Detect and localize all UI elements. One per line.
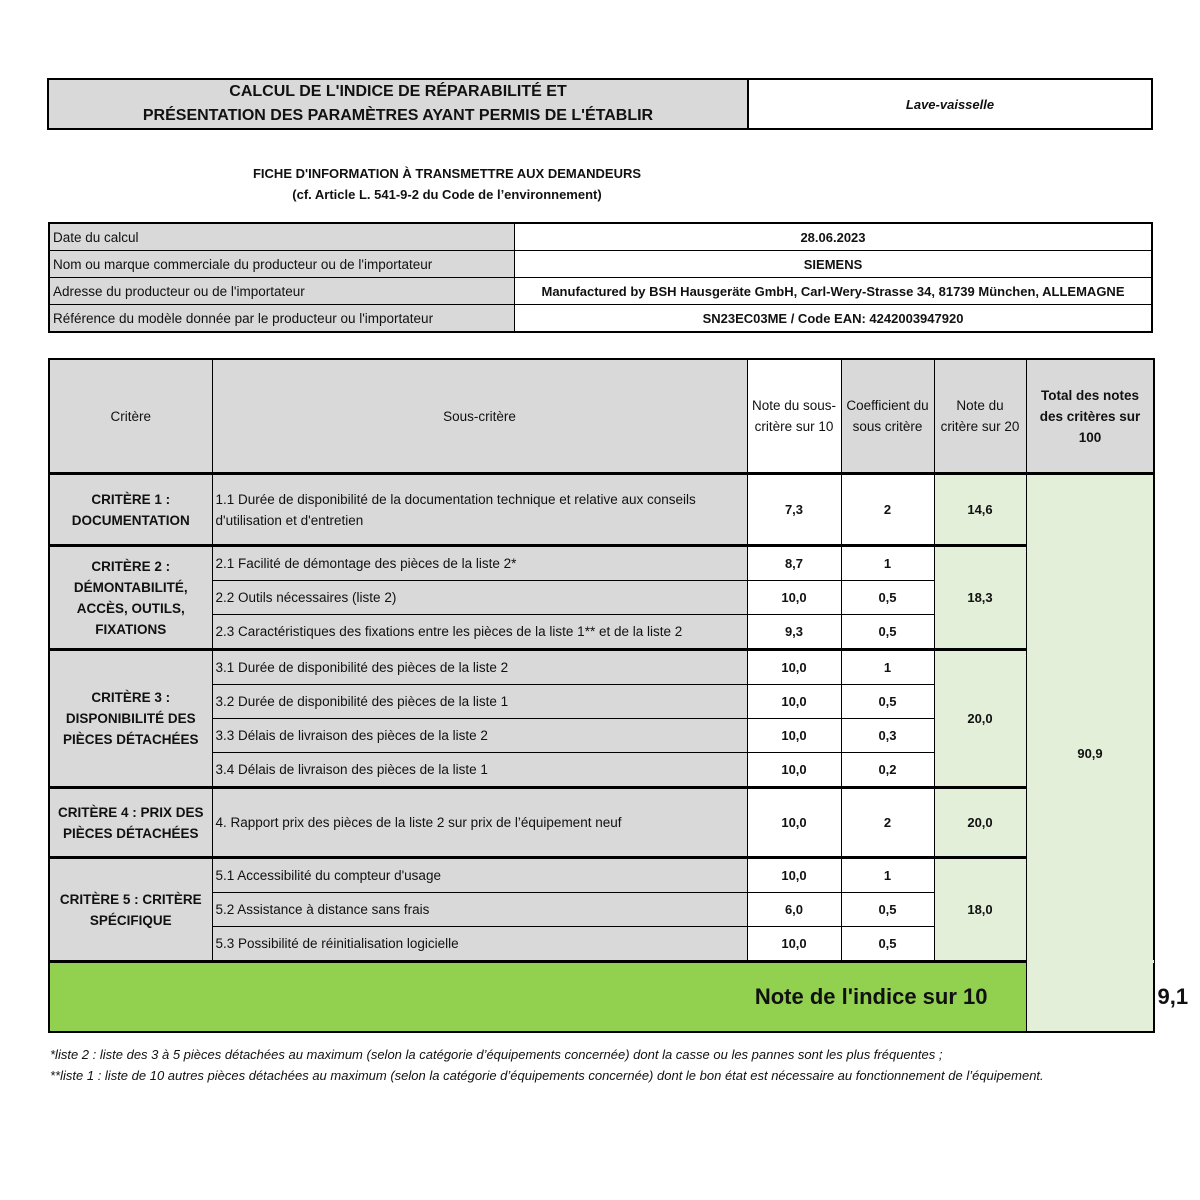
col-header-coef: Coefficient du sous critère [841,359,934,474]
info-label: Adresse du producteur ou de l'importateur [49,278,515,305]
subcriterion-note: 10,0 [747,719,841,753]
subcriterion-label: 3.1 Durée de disponibilité des pièces de la liste 2 [212,650,747,685]
info-label: Référence du modèle donnée par le producteur ou l'importateur [49,305,515,333]
col-header-sous-critere: Sous-critère [212,359,747,474]
subcriterion-label: 5.1 Accessibilité du compteur d'usage [212,858,747,893]
info-row [49,251,1152,278]
info-label: Nom ou marque commerciale du producteur ou de l'importateur [49,251,515,278]
table-row [49,788,1154,858]
subcriterion-label: 3.2 Durée de disponibilité des pièces de la liste 1 [212,685,747,719]
footnote-liste-2: *liste 2 : liste des 3 à 5 pièces détachées au maximum (selon la catégorie d’équipements concernée) dont la casse ou les pannes sont les plus fréquentes ; [50,1047,943,1062]
criterion-score: 18,3 [934,546,1026,650]
title-box [47,78,1153,130]
subcriterion-note: 6,0 [747,893,841,927]
criterion-name: CRITÈRE 2 : DÉMONTABILITÉ, ACCÈS, OUTILS, FIXATIONS [49,546,212,650]
subcriterion-label: 1.1 Durée de disponibilité de la documentation technique et relative aux conseils d'utilisation et d'entretien [212,474,747,546]
subtitle-line-1: FICHE D'INFORMATION À TRANSMETTRE AUX DEMANDEURS [252,166,642,181]
criterion-score: 18,0 [934,858,1026,962]
subcriterion-coef: 1 [841,650,934,685]
subcriterion-label: 3.3 Délais de livraison des pièces de la liste 2 [212,719,747,753]
criterion-name: CRITÈRE 1 : DOCUMENTATION [49,474,212,546]
title-line-1: CALCUL DE L'INDICE DE RÉPARABILITÉ ET [229,83,567,100]
subcriterion-note: 10,0 [747,858,841,893]
subcriterion-label: 4. Rapport prix des pièces de la liste 2 sur prix de l’équipement neuf [212,788,747,858]
subcriterion-coef: 0,2 [841,753,934,788]
criterion-score: 20,0 [934,788,1026,858]
subcriterion-coef: 2 [841,474,934,546]
info-row [49,305,1152,333]
info-value: SN23EC03ME / Code EAN: 4242003947920 [515,305,1153,333]
subcriterion-note: 10,0 [747,753,841,788]
final-row: Note de l'indice sur 10 9,1 [49,962,1154,1033]
criterion-name: CRITÈRE 5 : CRITÈRE SPÉCIFIQUE [49,858,212,962]
subtitle-line-2: (cf. Article L. 541-9-2 du Code de l’environnement) [292,187,602,202]
subcriterion-label: 2.3 Caractéristiques des fixations entre les pièces de la liste 1** et de la liste 2 [212,615,747,650]
subcriterion-note: 10,0 [747,685,841,719]
footnote-liste-1: **liste 1 : liste de 10 autres pièces détachées au maximum (selon la catégorie d’équipements concernée) dont le bon état est nécessaire au fonctionnement de l’équipement. [50,1068,1044,1083]
title-cell [49,80,749,128]
subcriterion-label: 5.2 Assistance à distance sans frais [212,893,747,927]
final-label: Note de l'indice sur 10 [49,962,1026,1033]
header-row [49,359,1154,474]
subcriterion-label: 2.1 Facilité de démontage des pièces de la liste 2* [212,546,747,581]
info-value: 28.06.2023 [515,223,1153,251]
subcriterion-coef: 0,5 [841,893,934,927]
info-value: Manufactured by BSH Hausgeräte GmbH, Carl-Wery-Strasse 34, 81739 München, ALLEMAGNE [515,278,1153,305]
subcriterion-coef: 0,3 [841,719,934,753]
subcriterion-coef: 0,5 [841,615,934,650]
product-type: Lave-vaisselle [905,96,995,112]
table-row [49,858,1154,893]
table-row [49,546,1154,581]
info-row [49,278,1152,305]
subtitle [147,163,747,205]
info-table [48,222,1153,333]
criterion-name: CRITÈRE 3 : DISPONIBILITÉ DES PIÈCES DÉTACHÉES [49,650,212,788]
score-table [48,358,1189,1033]
info-row [49,223,1152,251]
subcriterion-label: 5.3 Possibilité de réinitialisation logicielle [212,927,747,962]
criterion-score: 20,0 [934,650,1026,788]
footnotes [50,1044,1150,1086]
col-header-note-sous: Note du sous-critère sur 10 [747,359,841,474]
subcriterion-note: 10,0 [747,927,841,962]
subcriterion-coef: 1 [841,858,934,893]
subcriterion-label: 2.2 Outils nécessaires (liste 2) [212,581,747,615]
subcriterion-note: 10,0 [747,650,841,685]
subcriterion-coef: 2 [841,788,934,858]
info-value: SIEMENS [515,251,1153,278]
subcriterion-note: 10,0 [747,581,841,615]
subcriterion-coef: 0,5 [841,927,934,962]
title-line-2: PRÉSENTATION DES PARAMÈTRES AYANT PERMIS DE L'ÉTABLIR [142,107,654,124]
subcriterion-note: 7,3 [747,474,841,546]
subcriterion-note: 9,3 [747,615,841,650]
subcriterion-label: 3.4 Délais de livraison des pièces de la liste 1 [212,753,747,788]
table-row [49,474,1154,546]
criterion-name: CRITÈRE 4 : PRIX DES PIÈCES DÉTACHÉES [49,788,212,858]
col-header-total: Total des notes des critères sur 100 [1026,359,1154,474]
table-row [49,650,1154,685]
subcriterion-note: 8,7 [747,546,841,581]
criterion-score: 14,6 [934,474,1026,546]
subcriterion-coef: 0,5 [841,685,934,719]
col-header-note-crit: Note du critère sur 20 [934,359,1026,474]
total-score: 90,9 [1026,474,1154,1033]
subcriterion-coef: 1 [841,546,934,581]
subcriterion-coef: 0,5 [841,581,934,615]
col-header-critere: Critère [49,359,212,474]
info-label: Date du calcul [49,223,515,251]
subcriterion-note: 10,0 [747,788,841,858]
